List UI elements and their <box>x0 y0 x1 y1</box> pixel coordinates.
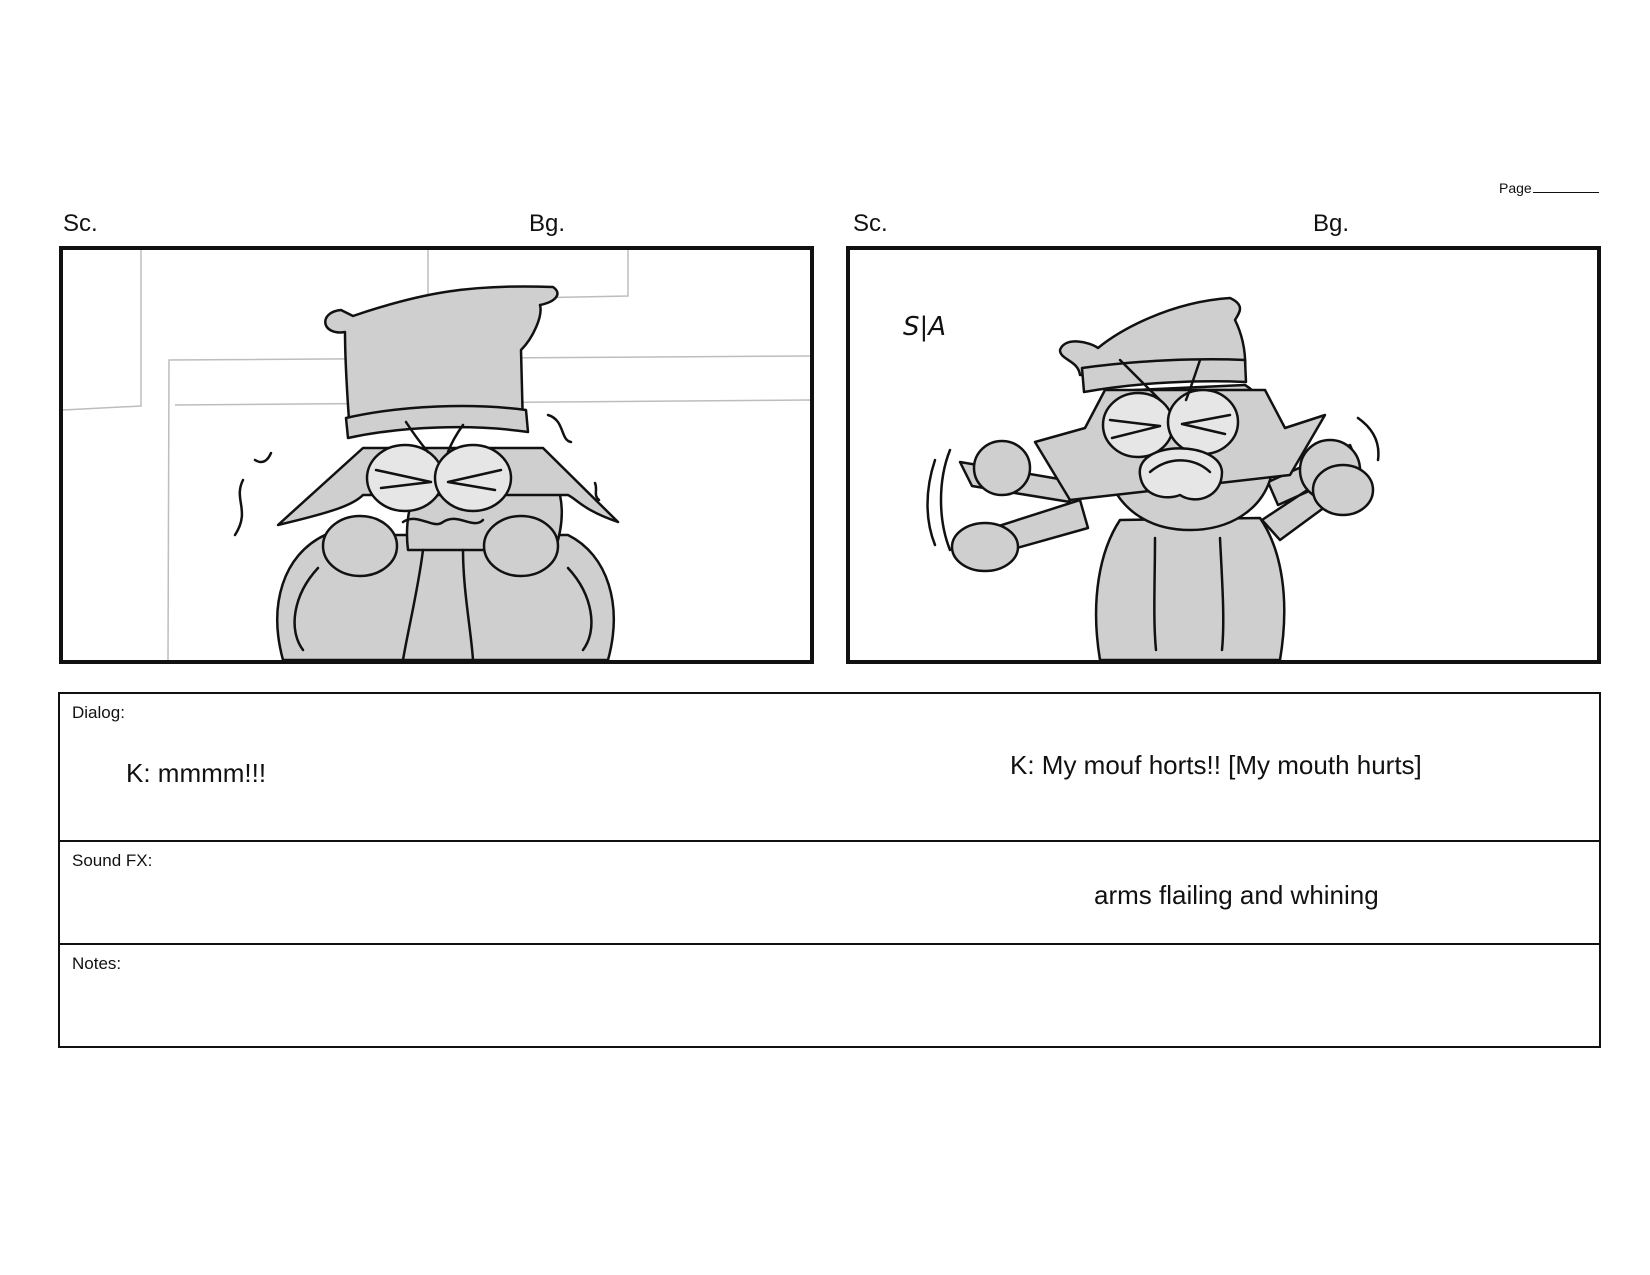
dialog-label: Dialog: <box>72 703 125 722</box>
panel-2-drawing <box>850 250 1597 660</box>
sound-fx-label: Sound FX: <box>72 851 153 870</box>
dialog-row <box>60 694 1599 842</box>
info-table <box>58 692 1601 1048</box>
panel-1-character <box>235 286 618 660</box>
panel-1-drawing <box>63 250 810 660</box>
page-number-field <box>1499 180 1599 196</box>
panel-1-background-label: Bg. <box>529 210 566 237</box>
panel-2-annotation: S|A <box>903 312 947 342</box>
sound-fx-row <box>60 842 1599 945</box>
panel-2-scene-label: Sc. <box>853 210 888 237</box>
page-number-line <box>1533 192 1599 193</box>
dialog-text-right: K: My mouf horts!! [My mouth hurts] <box>1010 750 1422 780</box>
dialog-text-left: K: mmmm!!! <box>126 758 267 788</box>
notes-row <box>60 945 1599 1046</box>
panel-2-background-label: Bg. <box>1313 210 1350 237</box>
sound-fx-text-right: arms flailing and whining <box>1094 880 1379 910</box>
panel-1-scene-label: Sc. <box>63 210 98 237</box>
storyboard-panel-1 <box>59 246 814 664</box>
panel-2-character <box>928 298 1379 660</box>
page-label: Page <box>1499 180 1532 196</box>
storyboard-panel-2 <box>846 246 1601 664</box>
notes-label: Notes: <box>72 954 122 973</box>
